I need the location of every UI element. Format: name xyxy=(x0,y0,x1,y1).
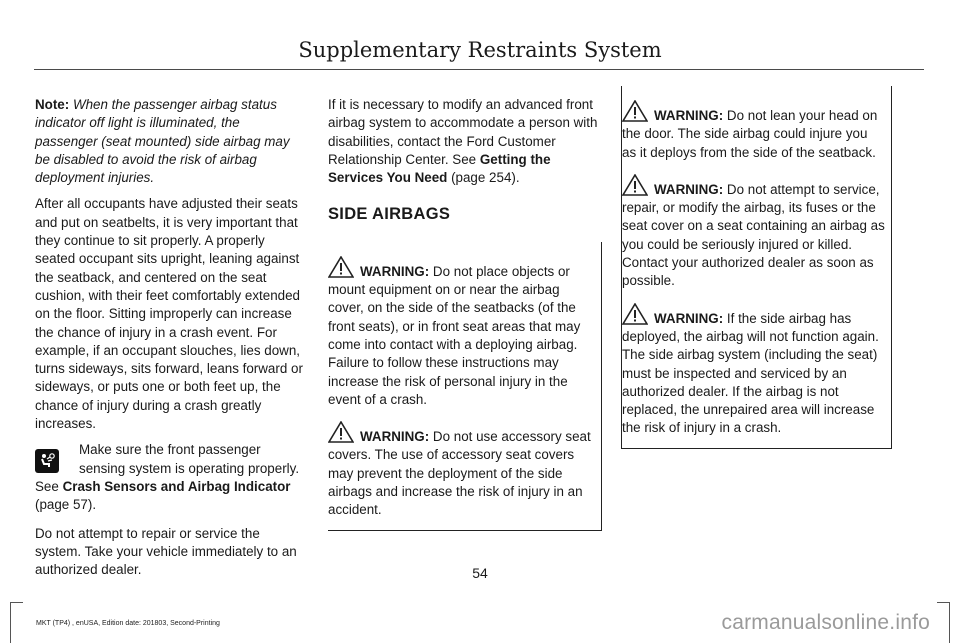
warning-box xyxy=(621,86,892,449)
warning-item xyxy=(622,303,885,438)
warning-text: Do not place objects or mount equipment on or near the airbag cover, on the side of the seatbacks (of the front seats), or in front seat areas that may come into contact with a deploying airbag. Failure to follow these instructions may increase the risk of personal injury in the event of a crash. xyxy=(328,263,581,407)
note-label: Note: xyxy=(35,97,70,112)
sensing-text: Make sure the front passenger sensing system is operating properly. See xyxy=(35,442,300,494)
services-page-ref: (page 254). xyxy=(451,170,520,186)
services-link[interactable]: Getting the Services You Need xyxy=(328,151,551,186)
warning-label: WARNING: xyxy=(654,310,724,326)
seating-paragraph: After all occupants have adjusted their seats and put on seatbelts, it is very important that they continue to sit properly. A properly seated occupant sits upright, leaning against the seatback, and centered on the seat cushion, with their feet comfortably extended on the floor. Sitting improperly can increase the chance of injury in a crash event. For example, if an occupant slouches, lies down, turns sideways, sits forward, leans forward or sideways, or puts one or both feet up, the chance of injury during a crash greatly increases. xyxy=(35,196,303,432)
section-heading: SIDE AIRBAGS xyxy=(328,205,451,224)
column-2 xyxy=(328,96,600,531)
note-text: When the passenger airbag status indicator off light is illuminated, the passenger (seat mounted) side airbag may be disabled to avoid the risk of airbag deployment injuries. xyxy=(35,97,290,186)
sensing-page-ref: (page 57). xyxy=(35,497,97,513)
warning-triangle-icon xyxy=(622,174,648,196)
modify-text: If it is necessary to modify an advanced front airbag system to accommodate a person with disabilities, contact the Ford Customer Relationship Center. See xyxy=(328,97,598,167)
warning-label: WARNING: xyxy=(654,108,724,123)
warning-item xyxy=(328,421,595,519)
warning-triangle-icon xyxy=(328,256,354,278)
warning-item xyxy=(622,100,885,162)
page-title: Supplementary Restraints System xyxy=(298,38,662,62)
warning-text: Do not lean your head on the door. The side airbag could injure you as it deploys from the side of the seatback. xyxy=(622,108,878,160)
warning-text: Do not use accessory seat covers. The use of accessory seat covers may prevent the deployment of the side airbags and increase the risk of injury in an accident. xyxy=(328,429,591,518)
footer-edition: MKT (TP4) , enUSA, Edition date: 201803, Second-Printing xyxy=(36,620,220,627)
column-1 xyxy=(35,96,305,587)
column-3 xyxy=(622,86,892,449)
warning-triangle-icon xyxy=(328,421,354,443)
warning-text: If the side airbag has deployed, the airbag will not function again. The side airbag system (including the seat) must be inspected and serviced by an authorized dealer. If the airbag is not replaced, the unrepaired area will increase the risk of injury in a crash. xyxy=(622,310,879,436)
header-rule xyxy=(34,69,924,70)
warning-label: WARNING: xyxy=(360,429,430,445)
crop-mark-right xyxy=(937,602,950,643)
warning-item xyxy=(328,256,595,409)
sensing-link[interactable]: Crash Sensors and Airbag Indicator xyxy=(62,478,291,494)
warning-triangle-icon xyxy=(622,100,648,122)
seated-occupant-airbag-icon xyxy=(35,449,59,473)
watermark: carmanualsonline.info xyxy=(721,611,930,634)
repair-paragraph: Do not attempt to repair or service the system. Take your vehicle immediately to an authorized dealer. xyxy=(35,525,297,578)
warning-label: WARNING: xyxy=(360,263,430,279)
warning-triangle-icon xyxy=(622,303,648,325)
note-paragraph xyxy=(35,96,305,187)
crop-mark-left xyxy=(10,602,23,643)
modify-paragraph xyxy=(328,96,600,187)
warning-box xyxy=(328,242,602,531)
warning-label: WARNING: xyxy=(654,181,724,197)
page-number: 54 xyxy=(472,565,488,581)
warning-item xyxy=(622,174,885,291)
sensing-block xyxy=(35,441,305,514)
warning-text: Do not attempt to service, repair, or modify the airbag, its fuses or the seat cover on a seat containing an airbag as you could be seriously injured or killed. Contact your authorized dealer as soon as possible. xyxy=(622,181,885,289)
